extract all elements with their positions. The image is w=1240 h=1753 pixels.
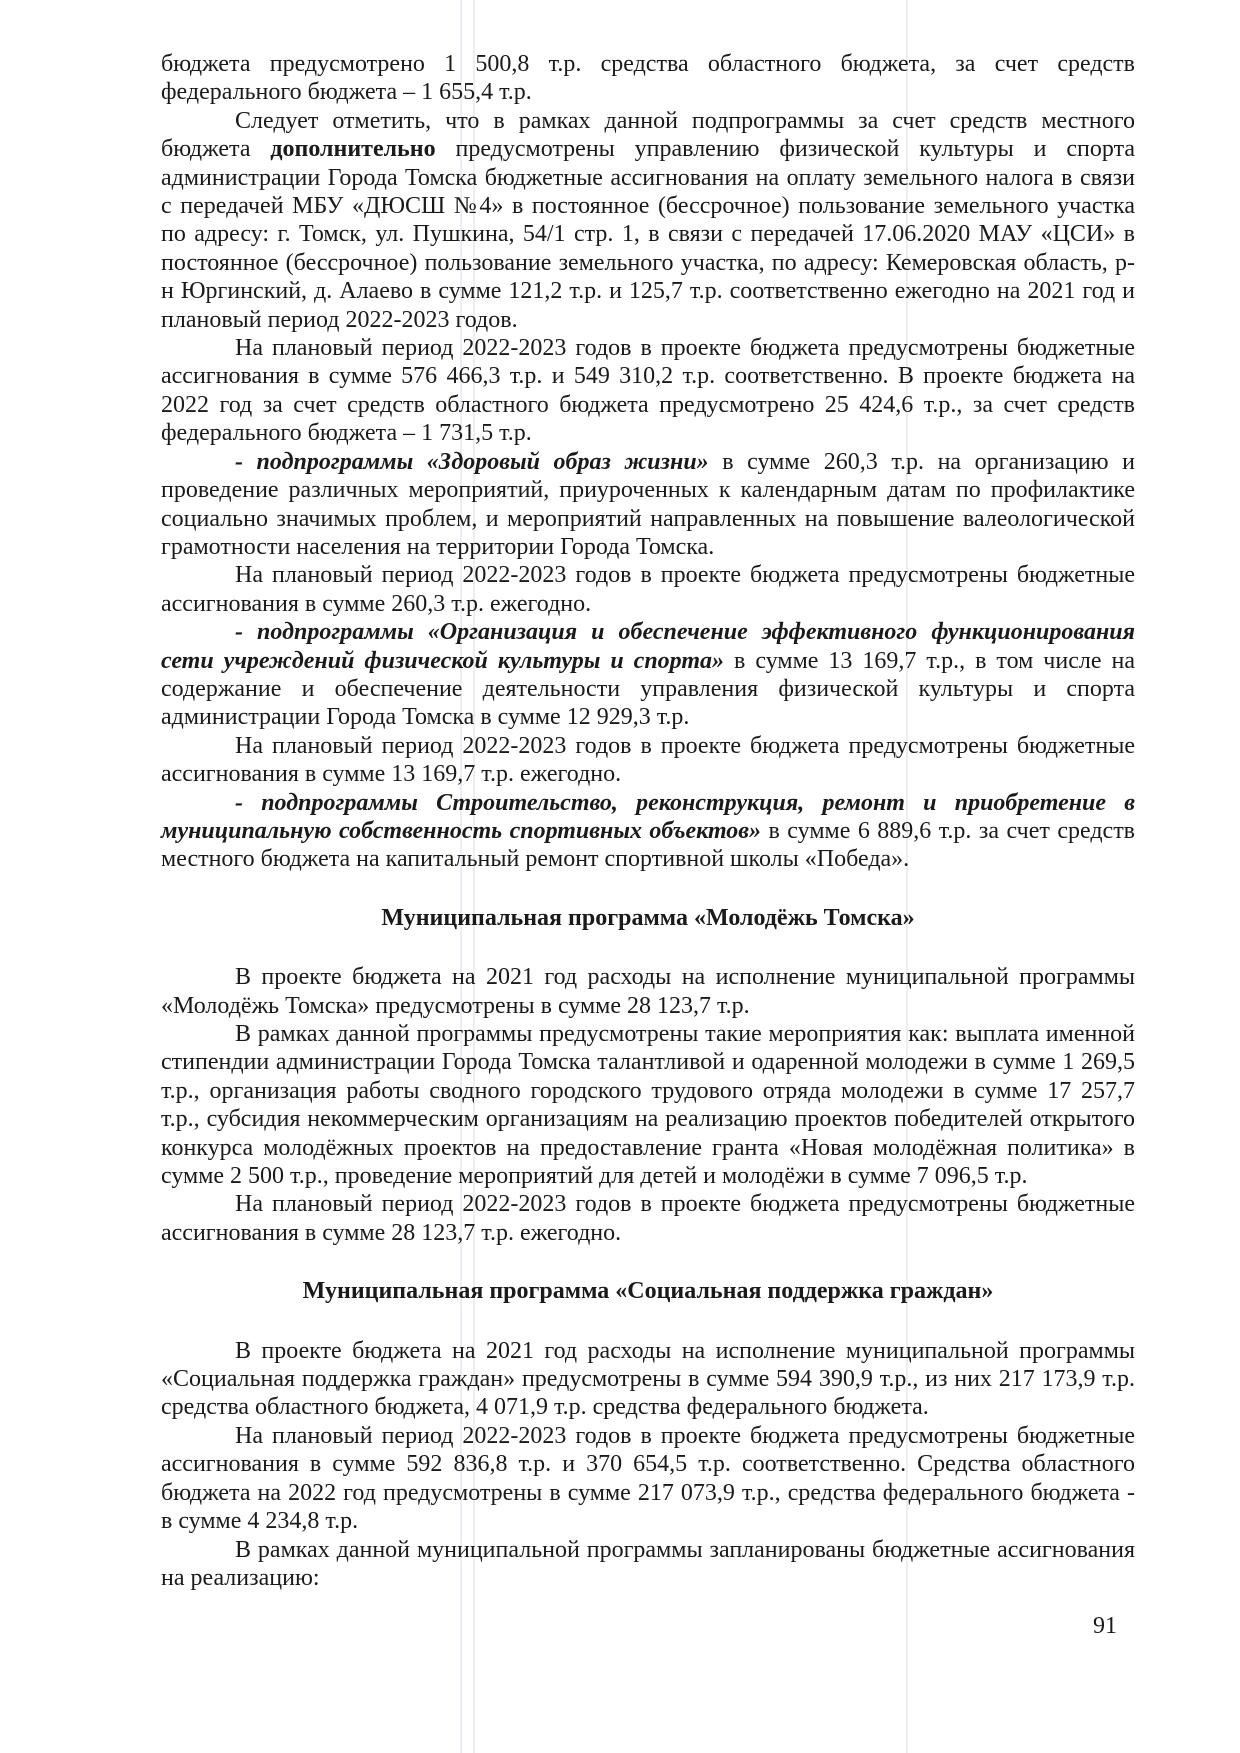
paragraph-text: в сумме 260,3 т.р. на организацию и проведение различных мероприятий, приуроченных к календарным датам по профилактике социально значимых проблем, и мероприятий направленных на повышение валеологической грамотности населения на территории Города Томска.	[161, 448, 1136, 560]
paragraph-text: предусмотрены управлению физической культуры и спорта администрации Города Томска бюджетные ассигнования на оплату земельного налога в связи с передачей МБУ «ДЮСШ №4» в постоянное (бессрочное) пользование земельного участка по адресу: г. Томск, ул. Пушкина, 54/1 стр. 1, в связи с передачей 17.06.2020 МАУ «ЦСИ» в постоянное (бессрочное) пользование земельного участка, по адресу: Кемеровская область, р-н Юргинский, д. Алаево в сумме 121,2 т.р. и 125,7 т.р. соответственно ежегодно на 2021 год и плановый период 2022-2023 годов.	[161, 136, 1135, 333]
paragraph-social-allocations: В рамках данной муниципальной программы запланированы бюджетные ассигнования на реализацию:	[161, 1536, 1135, 1591]
paragraph-text: в сумме 6 889,6 т.р. за счет средств местного бюджета на капитальный ремонт спортивной школы «Победа».	[161, 817, 1136, 873]
paragraph-planning-period: На плановый период 2022-2023 годов в проекте бюджета предусмотрены бюджетные ассигнования в сумме 576 466,3 т.р. и 549 310,2 т.р. соответственно. В проекте бюджета на 2022 год за счет средств областного бюджета предусмотрено 25 424,6 т.р., за счет средств федерального бюджета – 1 731,5 т.р.	[161, 335, 1135, 447]
paragraph-additional-note	[161, 107, 1135, 334]
subprogram-title: - подпрограммы «Здоровый образ жизни»	[235, 448, 709, 475]
paragraph-subprogram-institutions	[161, 618, 1135, 732]
paragraph-planning-period: На плановый период 2022-2023 годов в проекте бюджета предусмотрены бюджетные ассигнования в сумме 13 169,7 т.р. ежегодно.	[161, 732, 1135, 788]
paragraph-text: Следует отметить, что в рамках данной подпрограммы за счет средств местного бюджета	[161, 107, 1135, 163]
paragraph-text: в сумме 13 169,7 т.р., в том числе на содержание и обеспечение деятельности управления физической культуры и спорта администрации Города Томска в сумме 12 929,3 т.р.	[161, 647, 1135, 731]
emphasis-text: дополнительно	[270, 136, 436, 163]
page-number: 91	[1093, 1613, 1117, 1639]
section-heading-social-support: Муниципальная программа «Социальная поддержка граждан»	[302, 1278, 994, 1305]
paragraph-youth-budget: В проекте бюджета на 2021 год расходы на исполнение муниципальной программы «Молодёжь Томска» предусмотрены в сумме 28 123,7 т.р.	[161, 964, 1135, 1019]
section-heading-youth: Муниципальная программа «Молодёжь Томска»	[381, 904, 915, 931]
paragraph-budget-continuation: бюджета предусмотрено 1 500,8 т.р. средства областного бюджета, за счет средств федерального бюджета – 1 655,4 т.р.	[161, 51, 1135, 106]
paragraph-planning-period: На плановый период 2022-2023 годов в проекте бюджета предусмотрены бюджетные ассигнования в сумме 28 123,7 т.р. ежегодно.	[161, 1191, 1135, 1246]
paragraph-subprogram-healthy	[161, 448, 1135, 562]
subprogram-title: - подпрограммы «Организация и обеспечение эффективного функционирования сети учреждений физической культуры и спорта»	[161, 619, 1135, 674]
document-body	[161, 50, 1135, 1592]
paragraph-youth-activities: В рамках данной программы предусмотрены такие мероприятия как: выплата именной стипендии администрации Города Томска талантливой и одаренной молодежи в сумме 1 269,5 т.р., организация работы сводного городского трудового отряда молодежи в сумме 17 257,7 т.р., субсидия некоммерческим организациям на реализацию проектов победителей открытого конкурса молодёжных проектов на предоставление гранта «Новая молодёжная политика» в сумме 2 500 т.р., проведение мероприятий для детей и молодёжи в сумме 7 096,5 т.р.	[161, 1021, 1135, 1190]
paragraph-planning-period: На плановый период 2022-2023 годов в проекте бюджета предусмотрены бюджетные ассигнования в сумме 260,3 т.р. ежегодно.	[161, 562, 1135, 617]
paragraph-planning-period: На плановый период 2022-2023 годов в проекте бюджета предусмотрены бюджетные ассигнования в сумме 592 836,8 т.р. и 370 654,5 т.р. соответственно. Средства областного бюджета на 2022 год предусмотрены в сумме 217 073,9 т.р., средства федерального бюджета - в сумме 4 234,8 т.р.	[161, 1422, 1135, 1535]
paragraph-subprogram-construction	[161, 789, 1135, 874]
paragraph-social-budget: В проекте бюджета на 2021 год расходы на исполнение муниципальной программы «Социальная поддержка граждан» предусмотрены в сумме 594 390,9 т.р., из них 217 173,9 т.р. средства областного бюджета, 4 071,9 т.р. средства федерального бюджета.	[161, 1337, 1135, 1421]
subprogram-title: - подпрограммы Строительство, реконструкция, ремонт и приобретение в муниципальную собственность спортивных объектов»	[161, 789, 1135, 844]
